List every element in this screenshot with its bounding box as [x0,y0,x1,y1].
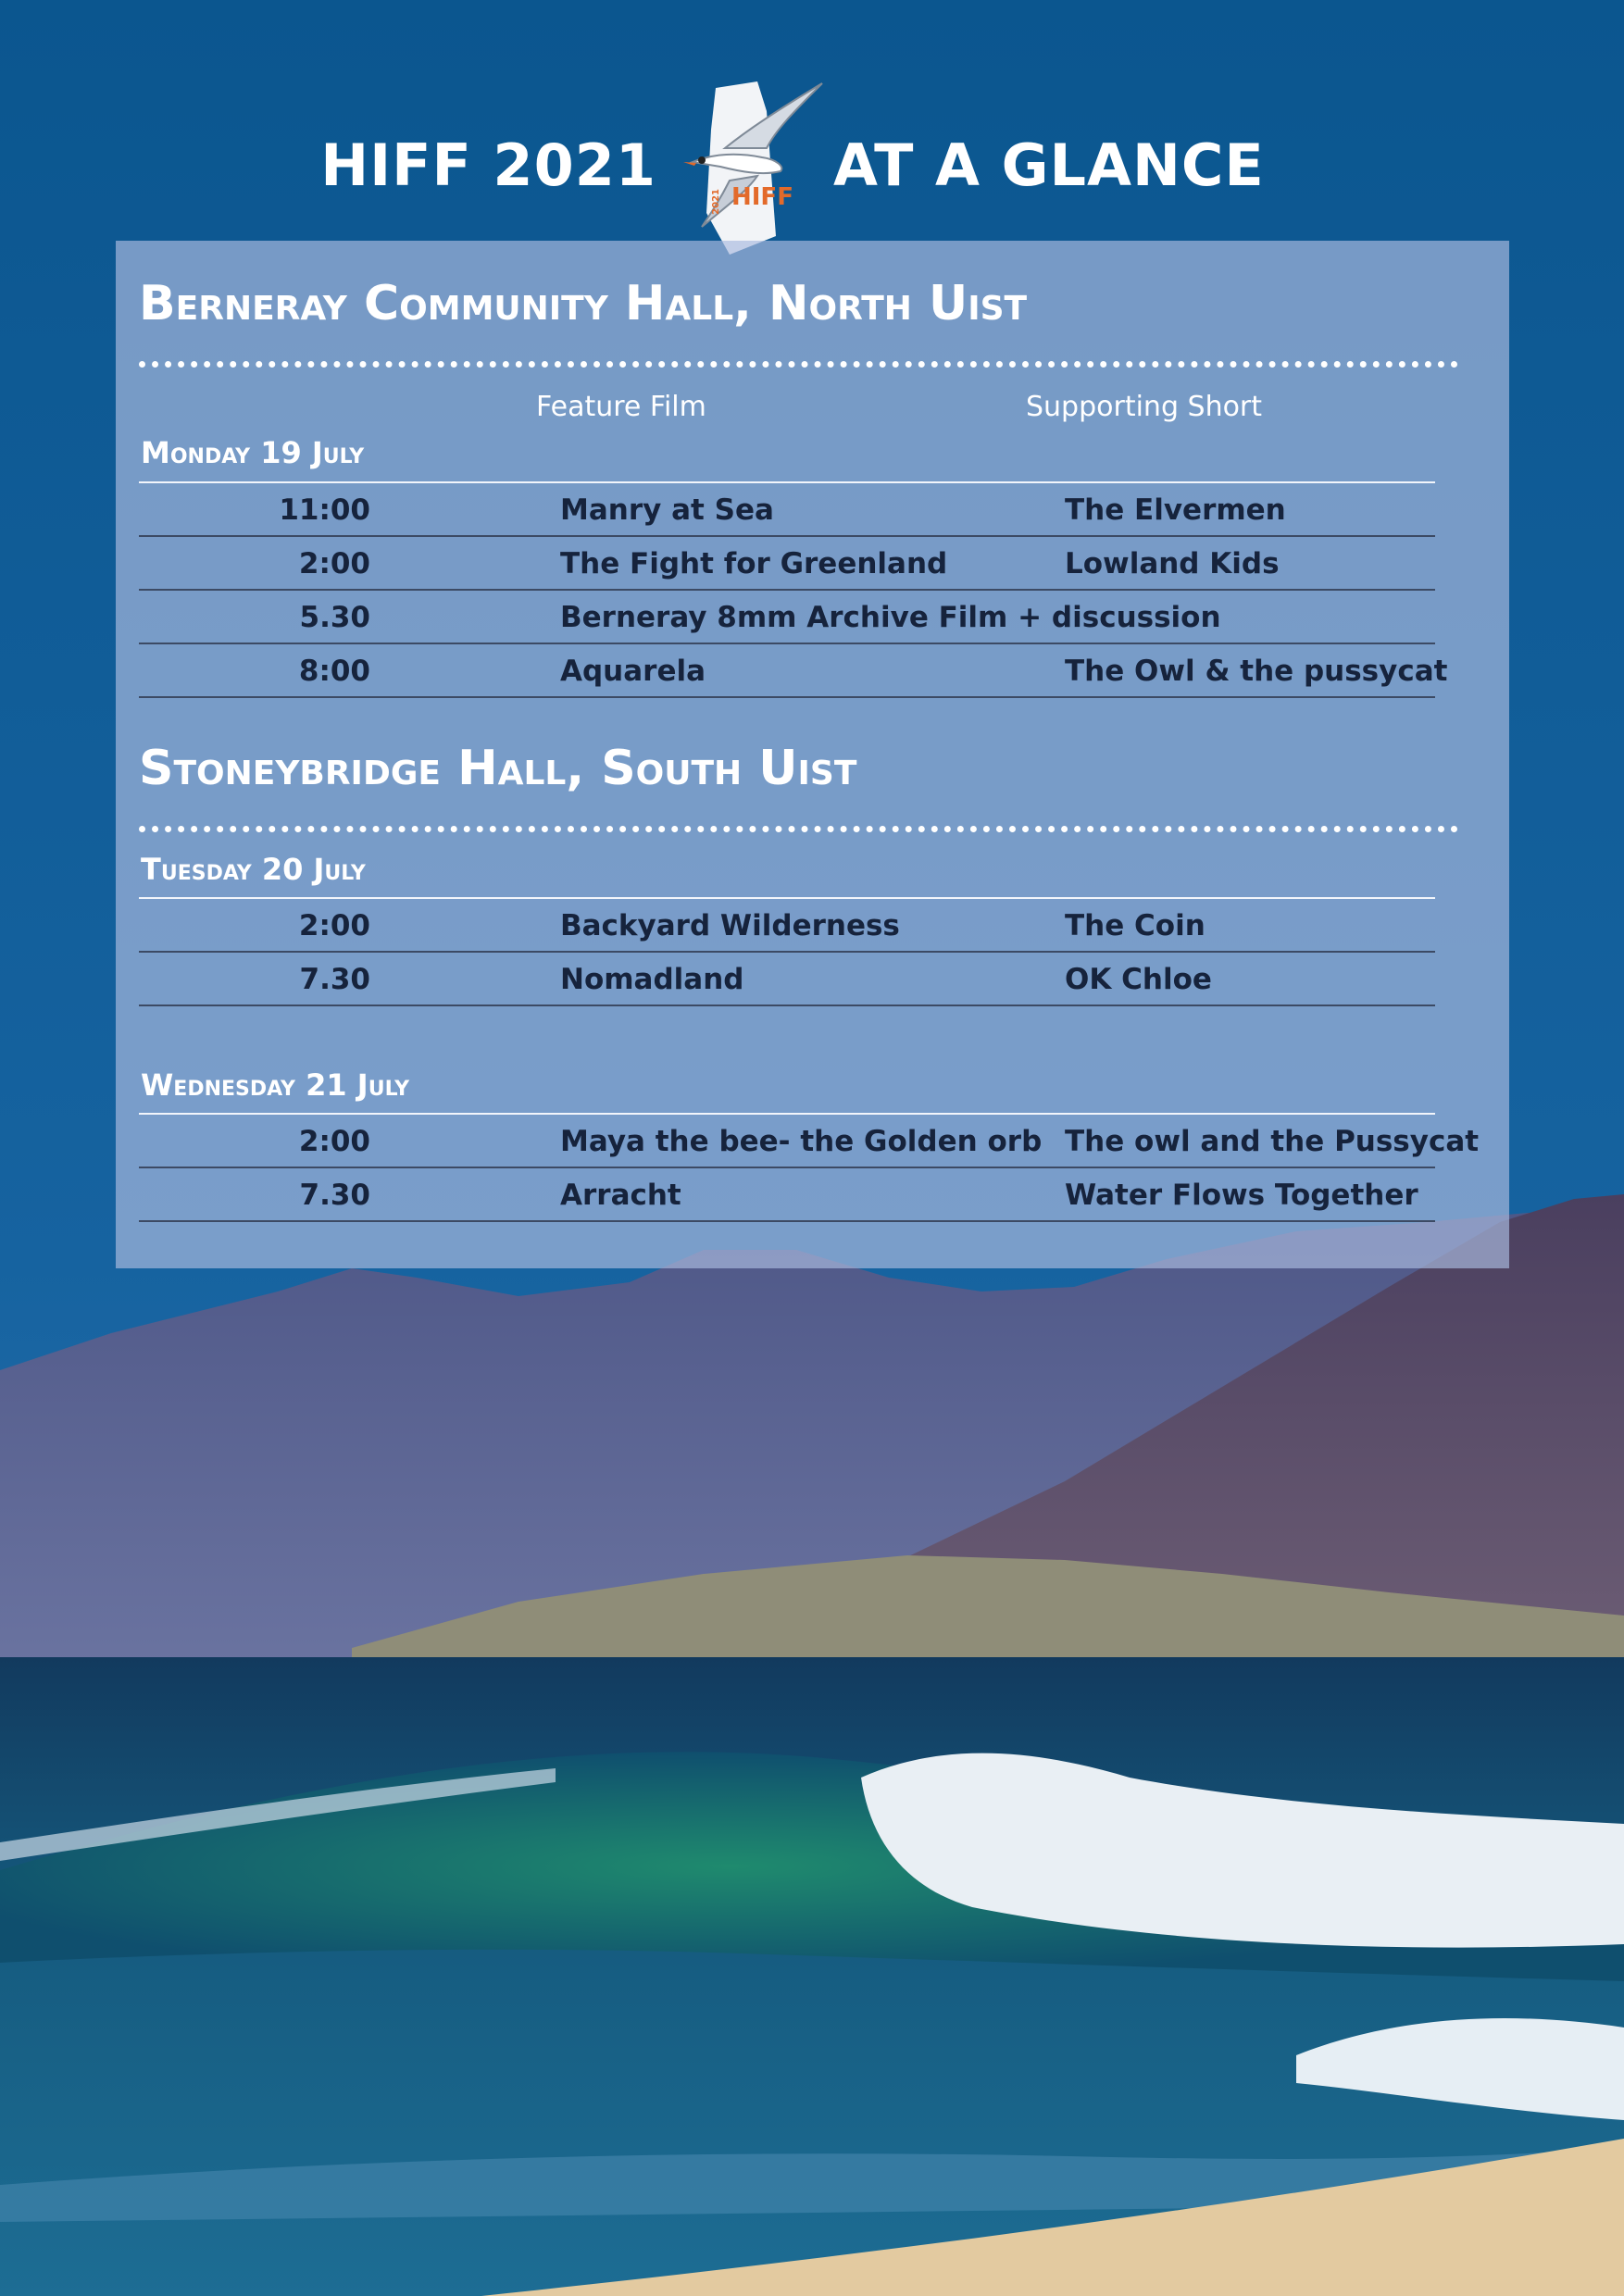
screening-time: 2:00 [298,547,370,580]
dotted-divider [139,361,1458,368]
dotted-divider [139,826,1458,832]
table-row [139,1115,1480,1168]
table-row [139,537,1435,591]
screening-time: 2:00 [298,1125,370,1158]
feature-film: Nomadland [560,963,744,996]
day-label: Monday 19 July [141,435,365,470]
supporting-short: The owl and the Pussycat [1065,1125,1480,1158]
column-header-short: Supporting Short [1026,391,1263,423]
feature-film: Maya the bee- the Golden orb [560,1125,1043,1158]
supporting-short: Lowland Kids [1065,547,1280,580]
supporting-short: The Owl & the pussycat [1065,655,1448,688]
title-right: AT A GLANCE [833,131,1265,199]
schedule-panel [116,241,1509,1268]
page-header [0,74,1624,259]
feature-film: Berneray 8mm Archive Film + discussion [560,601,1221,634]
hiff-logo [674,74,831,259]
venue-title: Berneray Community Hall, North Uist [139,276,1028,331]
day-label: Wednesday 21 July [141,1067,410,1103]
venue-title: Stoneybridge Hall, South Uist [139,741,857,796]
table-row [139,591,1435,644]
screening-time: 2:00 [298,909,370,942]
screening-time: 7.30 [299,963,370,996]
supporting-short: Water Flows Together [1065,1179,1418,1212]
feature-film: Manry at Sea [560,493,774,527]
table-row [139,483,1435,537]
feature-film: Aquarela [560,655,706,688]
table-row [139,644,1448,698]
screening-time: 5.30 [299,601,370,634]
supporting-short: The Elvermen [1065,493,1286,527]
screening-time: 7.30 [299,1179,370,1212]
feature-film: The Fight for Greenland [560,547,948,580]
day-label: Tuesday 20 July [141,852,366,887]
feature-film: Arracht [560,1179,681,1212]
table-row [139,1168,1435,1222]
column-header-feature: Feature Film [536,391,706,423]
feature-film: Backyard Wilderness [560,909,900,942]
title-left: HIFF 2021 [320,131,656,199]
table-row [139,899,1435,953]
screening-time: 11:00 [279,493,370,527]
logo-text: HIFF [731,183,793,211]
screening-time: 8:00 [298,655,370,688]
logo-year: 2021 [711,189,721,215]
table-row [139,953,1435,1006]
supporting-short: OK Chloe [1065,963,1212,996]
supporting-short: The Coin [1065,909,1206,942]
seagull-icon [674,74,831,259]
